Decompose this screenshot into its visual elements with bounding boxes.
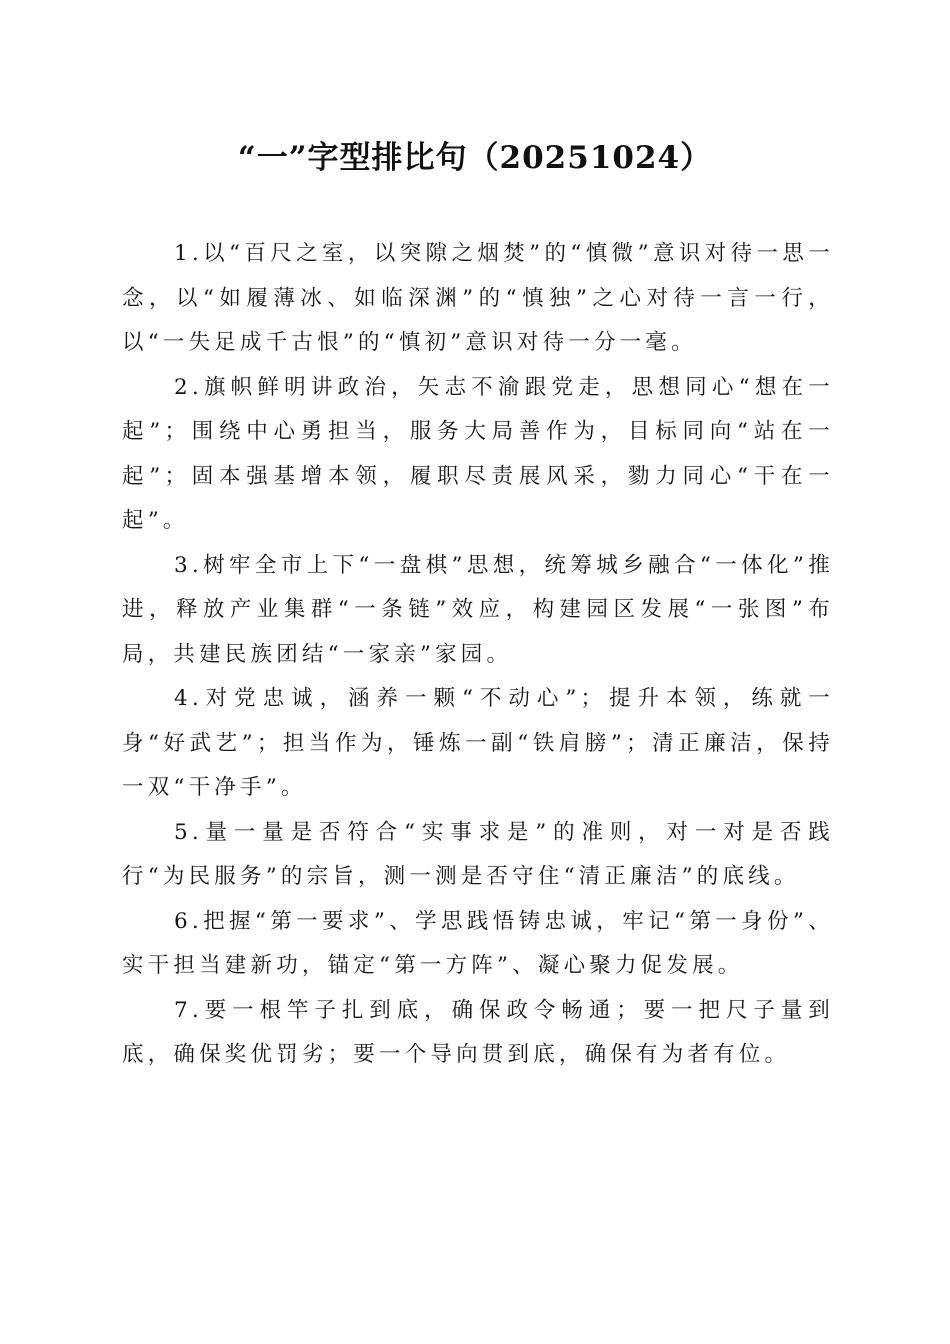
paragraph-5: 5.量一量是否符合“实事求是”的准则，对一对是否践行“为民服务”的宗旨，测一测是否守住“清正廉洁”的底线。 bbox=[122, 819, 834, 889]
paragraph-6: 6.把握“第一要求”、学思践悟铸忠诚，牢记“第一身份”、实干担当建新功，锚定“第一方阵”、凝心聚力促发展。 bbox=[122, 908, 834, 978]
paragraph-4: 4.对党忠诚，涵养一颗“不动心”；提升本领，练就一身“好武艺”；担当作为，锤炼一副“铁肩膀”；清正廉洁，保持一双“干净手”。 bbox=[122, 686, 834, 800]
paragraph-1: 1.以“百尺之室，以突隙之烟焚”的“慎微”意识对待一思一念，以“如履薄冰、如临深渊”的“慎独”之心对待一言一行，以“一失足成千古恨”的“慎初”意识对待一分一毫。 bbox=[122, 241, 834, 355]
document-body bbox=[122, 232, 834, 1078]
paragraph-2: 2.旗帜鲜明讲政治，矢志不渝跟党走，思想同心“想在一起”；围绕中心勇担当，服务大局善作为，目标同向“站在一起”；固本强基增本领，履职尽责展风采，勠力同心“干在一起”。 bbox=[122, 374, 834, 533]
paragraph-3: 3.树牢全市上下“一盘棋”思想，统筹城乡融合“一体化”推进，释放产业集群“一条链”效应，构建园区发展“一张图”布局，共建民族团结“一家亲”家园。 bbox=[122, 552, 834, 667]
paragraph-7: 7.要一根竿子扎到底，确保政令畅通；要一把尺子量到底，确保奖优罚劣；要一个导向贯到底，确保有为者有位。 bbox=[122, 997, 834, 1067]
document-title: “一”字型排比句（20251024） bbox=[237, 140, 713, 176]
